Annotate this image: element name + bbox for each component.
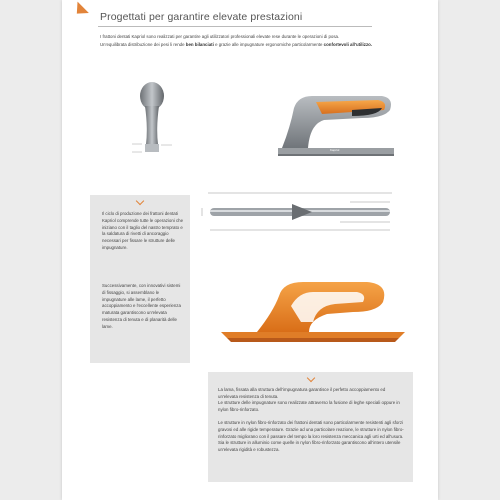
corner-arrow-icon <box>71 2 89 20</box>
right-panel-paragraph-3: Le strutture in nylon fibro-rinforzato dei frattoni dentati sono particolarmente resistenti agli sforzi gravosi ed alle rigide temperature. Grazie ad una particolare reazione, le strutture in nylon fibro-rinforzato migliorano con il passare del tempo la loro resistenza meccanica agli urti ed all'usura. Sia le strutture in alluminio come quelle in nylon fibro-rinforzato garantiscono all'intero utensile un'elevata rigidità e robustezza. <box>218 420 404 453</box>
intro-bold-2: confortevoli all'utilizzo. <box>323 41 373 47</box>
technical-drawing-image <box>200 188 400 248</box>
title-divider <box>98 26 372 27</box>
handle-end-view-image <box>112 78 192 168</box>
chevron-down-icon <box>136 197 144 205</box>
orange-trowel-image <box>217 278 409 348</box>
brochure-page <box>62 0 438 500</box>
left-info-panel <box>90 195 190 363</box>
intro-bold-1: ben bilanciati <box>185 41 214 47</box>
intro-line-2a: Un'equilibrata distribuzione dei pesi li rende <box>100 41 186 47</box>
left-panel-paragraph-2: Successivamente, con innovativi sistemi di fissaggio, si assemblano le impugnature alle lame, il perfetto accoppiamento e l'eccellente esperienza maturata garantiscono un'elevata resistenza di tenuta e di planarità delle lame. <box>102 283 181 329</box>
right-panel-paragraph-1: La lama, fissata alla struttura dell'impugnatura garantisce il perfetto accoppiamento ed un'elevata resistenza di tenuta. <box>218 387 386 399</box>
chevron-down-icon <box>307 374 315 382</box>
svg-text:Kapriol: Kapriol <box>330 148 340 152</box>
right-panel-paragraph-2: Le strutture delle impugnature sono realizzate attraverso la fusione di leghe speciali oppure in nylon fibro-rinforzato. <box>218 400 400 412</box>
intro-line-2b: e grazie alle impugnature ergonomiche particolarmente <box>213 41 324 47</box>
right-info-panel <box>208 372 413 482</box>
intro-text <box>100 33 390 48</box>
left-panel-paragraph-1: Il ciclo di produzione dei frattoni dentati Kapriol comprende tutte le operazioni che iniziano con il taglio del nastro temprato e la saldatura di rivetti di ancoraggio necessari per fissare le strutture delle impugnature. <box>102 211 184 250</box>
intro-line-1: I frattoni dentati Kapriol sono realizzati per garantire agli utilizzatori professionali elevate rese durante le operazioni di posa. <box>100 34 340 39</box>
trowel-side-view-image <box>212 88 402 163</box>
page-title: Progettati per garantire elevate prestazioni <box>100 11 303 23</box>
